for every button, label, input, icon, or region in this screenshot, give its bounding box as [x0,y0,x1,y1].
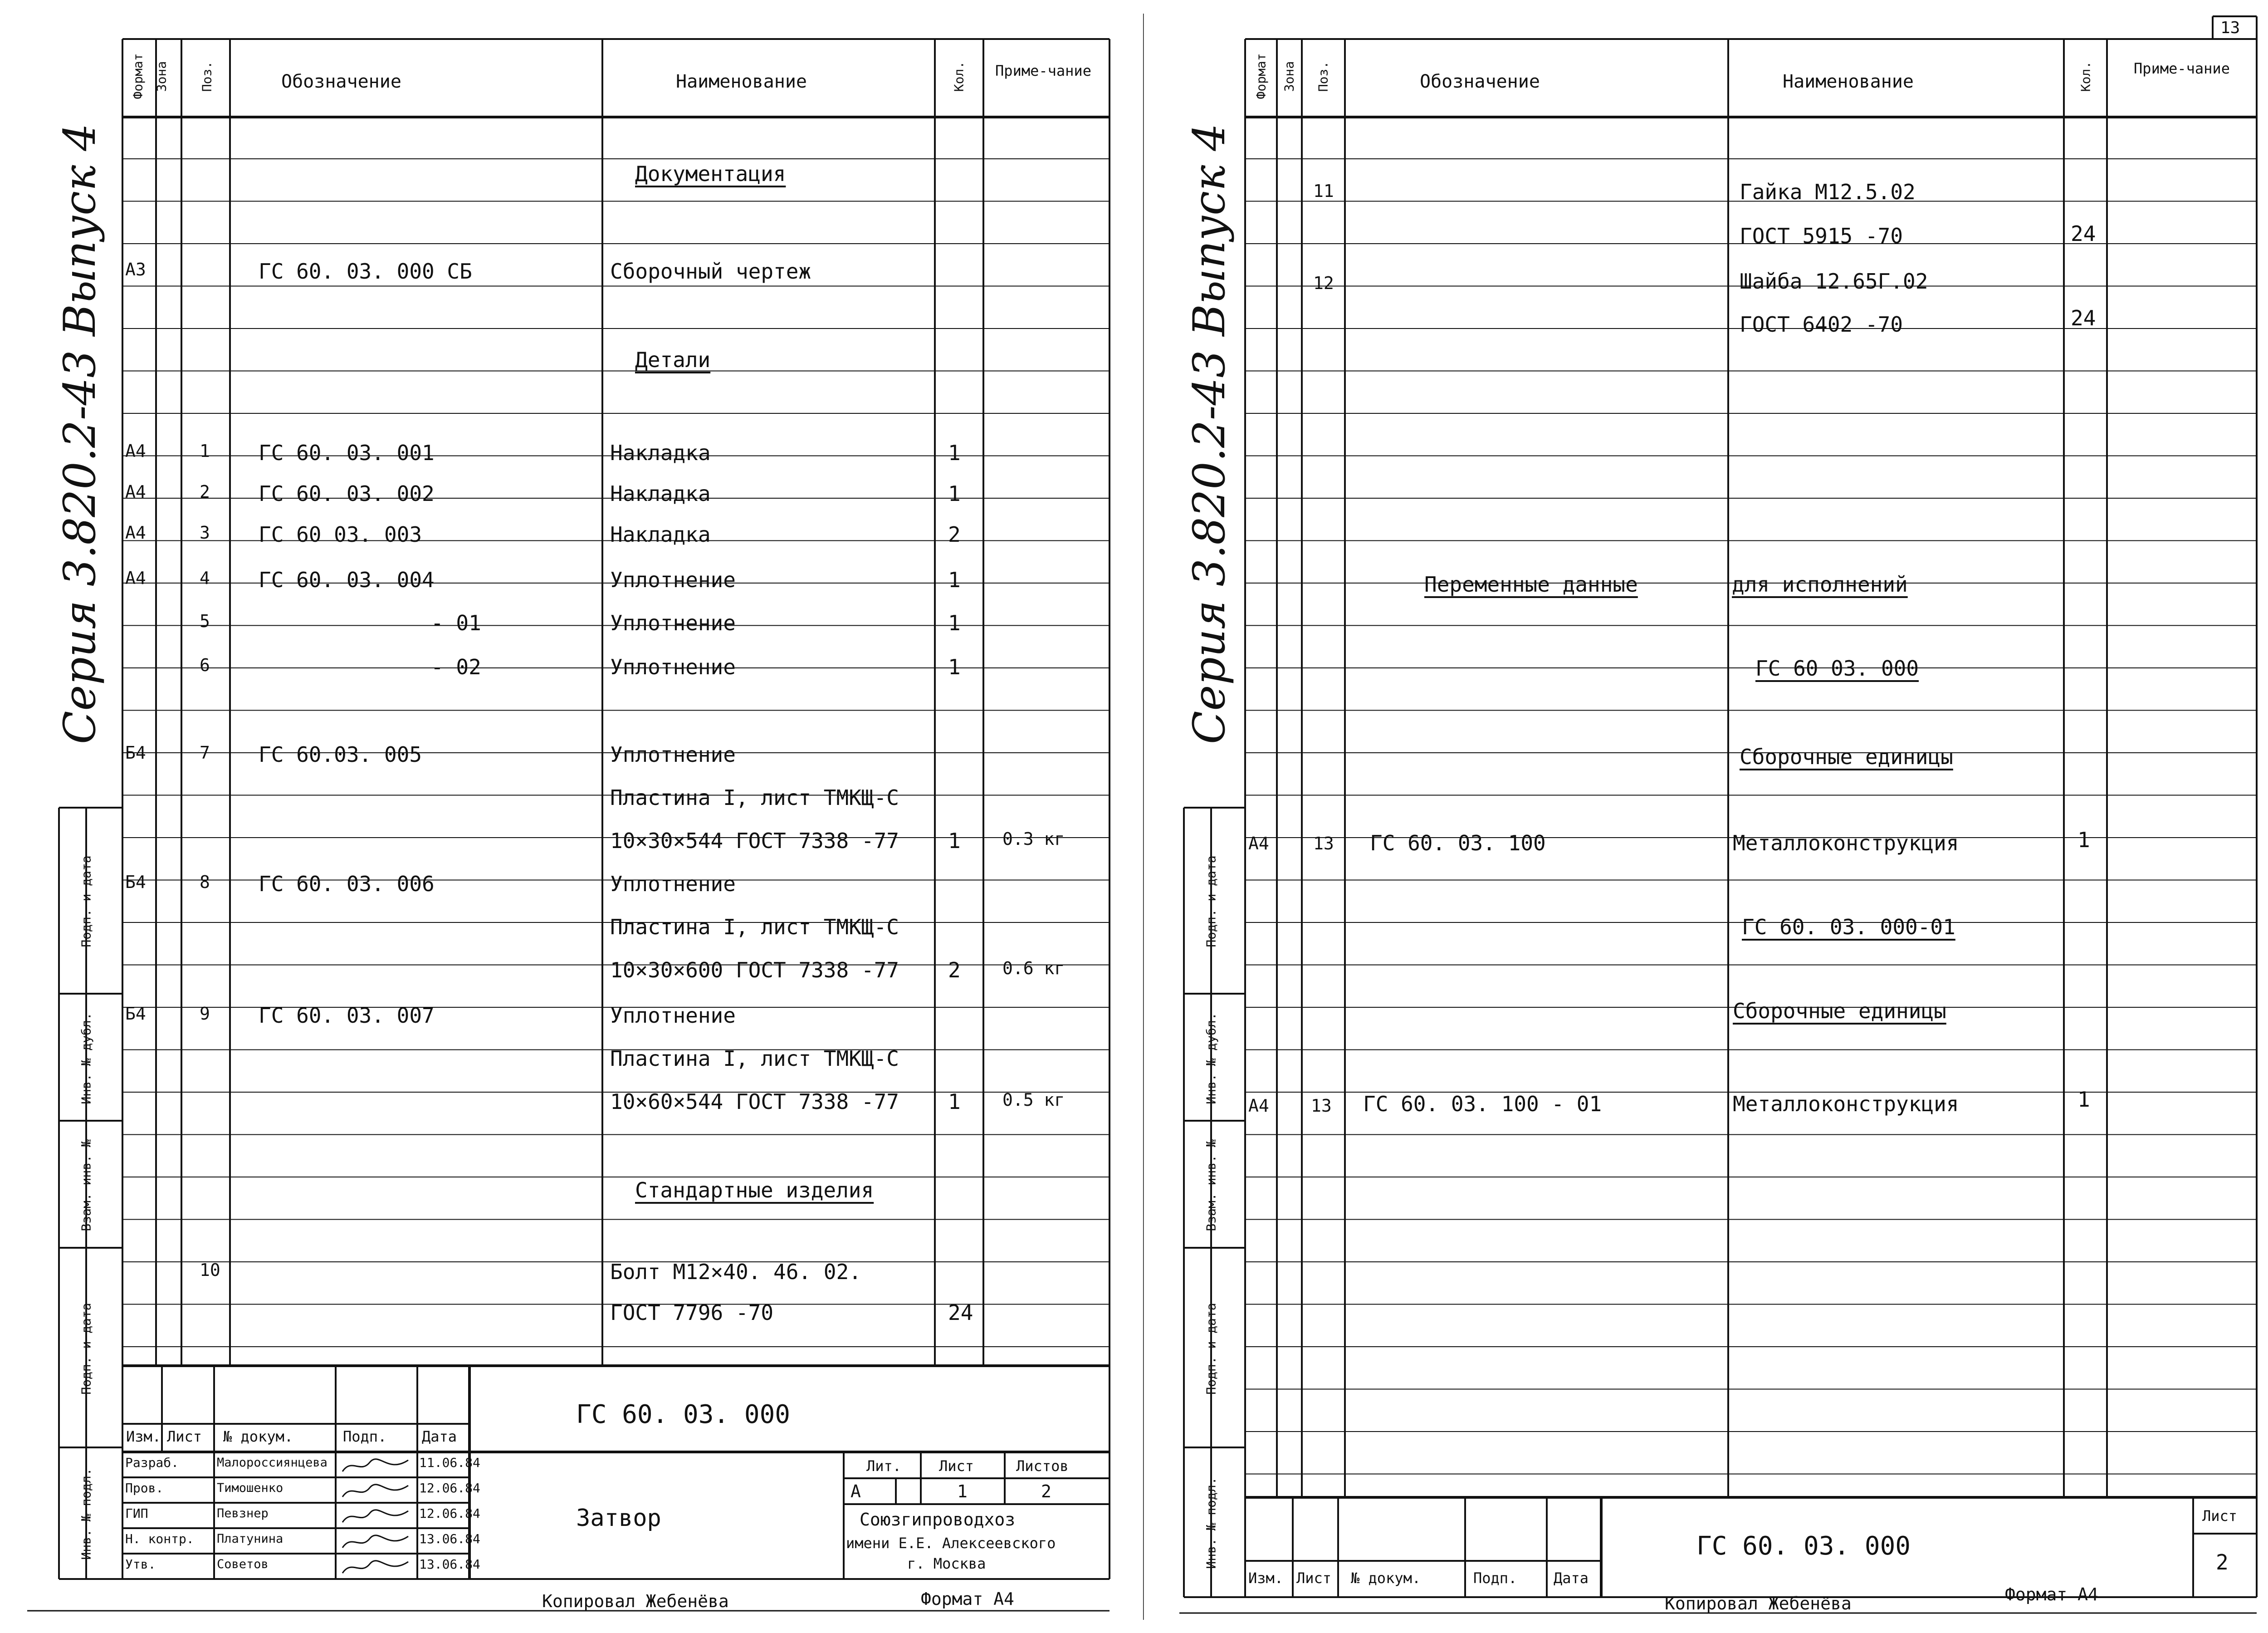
right-format-label: Формат А4 [2005,1584,2098,1604]
row-pos: 8 [200,872,210,892]
signer-role: Утв. [125,1557,156,1572]
signer-date: 13.06.84 [419,1531,480,1546]
variable-data-right: для исполнений [1732,572,1908,597]
row-designation: ГС 60 03. 003 [259,522,422,547]
row-format: А4 [125,482,146,502]
row-name: Уплотнение [610,611,736,635]
r-header-format: Формат [1253,53,1269,99]
r-stamp-sign-date-2: Подп. и дата [1203,1303,1219,1395]
signer-date: 12.06.84 [419,1481,480,1496]
signature-mark [340,1481,413,1505]
row-pos: 2 [200,482,210,502]
header-name: Наименование [676,71,807,92]
r-stamp-inv-dubl: Инв. № дубл. [1203,1012,1219,1104]
r-tb-col-date: Дата [1554,1569,1589,1587]
row-qty: 2 [948,522,961,547]
org-line-2: имени Е.Е. Алексеевского [846,1535,1056,1552]
row-format: Б4 [125,872,146,892]
row-qty: 1 [948,655,961,679]
signature-mark [340,1557,413,1582]
row-designation: - 02 [431,655,481,679]
tb-col-date: Дата [422,1428,457,1445]
row-name: Пластина I, лист ТМКЩ-С [610,785,899,810]
row-name: 10×60×544 ГОСТ 7338 -77 [610,1089,899,1114]
row-qty: 1 [948,481,961,506]
row-name: Накладка [610,441,711,465]
row-name: Накладка [610,481,711,506]
row-format: А4 [125,523,146,543]
row-name: Уплотнение [610,872,736,896]
row-name: Уплотнение [610,568,736,592]
signer-role: Разраб. [125,1455,179,1470]
left-format-label: Формат А4 [921,1589,1014,1609]
row-pos: 10 [200,1260,220,1280]
row-designation: ГС 60. 03. 001 [259,441,435,465]
signature-mark [340,1532,413,1556]
row-format: А4 [125,441,146,461]
row-name: Пластина I, лист ТМКЩ-С [610,915,899,939]
tb-col-sign: Подп. [343,1428,387,1445]
signer-role: Пров. [125,1481,164,1496]
org-line-3: г. Москва [907,1555,986,1572]
row-pos: 3 [200,523,210,543]
row-qty: 24 [948,1300,973,1325]
r-tb-col-list: Лист [1296,1569,1332,1587]
signature-mark [340,1506,413,1531]
variable-data-left: Переменные данные [1424,572,1638,597]
row-name: 10×30×544 ГОСТ 7338 -77 [610,829,899,853]
stamp-inv-podl: Инв. № подл. [78,1468,94,1560]
assembly-units-2: Сборочные единицы [1733,999,1946,1023]
tb-col-izm: Изм. [126,1428,161,1445]
r-desig-13: ГС 60. 03. 100 [1370,831,1546,855]
row-name: Стандартные изделия [635,1178,874,1202]
row-name: Детали [635,348,711,372]
row-format: Б4 [125,743,146,763]
row-note: 0.6 кг [1002,958,1065,978]
row-name: ГОСТ 7796 -70 [610,1300,774,1325]
r-tb-col-izm: Изм. [1248,1569,1284,1587]
series-label-left: Серия 3.820.2-43 Выпуск 4 [54,123,105,744]
r-tb-col-sign: Подп. [1473,1569,1517,1587]
r-name-11: Гайка М12.5.02 [1740,180,1916,204]
header-qty: Кол. [951,61,967,92]
r-stamp-inv-podl: Инв. № подл. [1203,1477,1219,1569]
r-name-12: Шайба 12.65Г.02 [1740,269,1928,294]
row-name: Накладка [610,522,711,547]
row-format: А3 [125,260,146,280]
signer-date: 13.06.84 [419,1557,480,1572]
right-sheet-grid [1143,0,2268,1633]
r-desig-13b: ГС 60. 03. 100 - 01 [1363,1092,1602,1116]
sheets-value: 2 [1041,1481,1051,1501]
row-designation: ГС 60. 03. 004 [259,568,435,592]
tb-col-doc: № докум. [223,1428,293,1445]
row-note: 0.5 кг [1002,1090,1065,1110]
row-qty: 1 [948,829,961,853]
row-qty: 2 [948,958,961,982]
row-designation: ГС 60. 03. 002 [259,481,435,506]
r-qty-13b: 1 [2077,1087,2090,1112]
row-format: Б4 [125,1004,146,1024]
r-name-11b: ГОСТ 5915 -70 [1740,224,1903,248]
org-line-1: Союзгипроводхоз [860,1510,1016,1530]
variant2-code: ГС 60. 03. 000-01 [1742,915,1955,939]
signature-mark [340,1456,413,1480]
row-pos: 7 [200,743,210,763]
signer-date: 11.06.84 [419,1455,480,1470]
row-name: Уплотнение [610,655,736,679]
row-designation: ГС 60. 03. 006 [259,872,435,896]
r-name-13b: Металлоконструкция [1733,1092,1959,1116]
lit-value: А [850,1481,861,1501]
r-tb-col-doc: № докум. [1351,1569,1421,1587]
header-note: Приме-чание [995,62,1091,79]
row-qty: 1 [948,568,961,592]
r-pos-11: 11 [1313,181,1334,201]
left-doc-code: ГС 60. 03. 000 [576,1400,791,1429]
assembly-units-1: Сборочные единицы [1740,745,1953,769]
r-pos-12: 12 [1313,273,1334,293]
lit-label: Лит. [866,1457,902,1475]
r-sheet-value: 2 [2216,1550,2229,1574]
row-name: Сборочный чертеж [610,259,811,284]
row-format: А4 [125,568,146,588]
row-pos: 5 [200,611,210,631]
sheet-label: Лист [939,1457,974,1475]
r-header-designation: Обозначение [1420,71,1540,92]
row-name: Пластина I, лист ТМКЩ-С [610,1046,899,1071]
row-pos: 1 [200,441,210,461]
stamp-vzam-inv: Взам. инв. № [78,1139,94,1231]
r-pos-13b: 13 [1311,1096,1332,1116]
signer-name: Платунина [217,1532,284,1546]
header-zone: Зона [154,61,169,92]
r-format-13b: А4 [1248,1096,1269,1116]
row-name: Уплотнение [610,742,736,767]
row-name: Болт М12×40. 46. 02. [610,1260,861,1284]
signer-name: Советов [217,1557,269,1571]
row-pos: 6 [200,655,210,675]
tb-col-list: Лист [167,1428,202,1445]
row-designation: - 01 [431,611,481,635]
r-header-qty: Кол. [2078,61,2093,92]
sheet-value: 1 [957,1481,968,1501]
row-pos: 9 [200,1004,210,1024]
right-copied-by: Копировал Жебенёва [1665,1594,1852,1613]
r-qty-13: 1 [2077,828,2090,852]
stamp-sign-date-1: Подп. и дата [78,855,94,947]
r-stamp-vzam-inv: Взам. инв. № [1203,1139,1219,1231]
row-name: Документация [635,162,786,186]
r-sheet-label: Лист [2202,1507,2238,1525]
signer-name: Певзнер [217,1506,269,1520]
row-qty: 1 [948,1089,961,1114]
r-header-pos: Поз. [1315,61,1331,92]
header-designation: Обозначение [281,71,401,92]
r-name-13: Металлоконструкция [1733,831,1959,855]
r-header-name: Наименование [1783,71,1914,92]
right-doc-code: ГС 60. 03. 000 [1696,1531,1911,1561]
header-format: Формат [130,53,146,99]
signer-role: Н. контр. [125,1531,194,1546]
r-header-note: Приме-чание [2134,60,2230,77]
stamp-sign-date-2: Подп. и дата [78,1303,94,1395]
r-qty-12: 24 [2071,306,2096,330]
sheets-label: Листов [1016,1457,1069,1475]
signer-name: Тимошенко [217,1481,284,1495]
row-qty: 1 [948,611,961,635]
row-pos: 4 [200,568,210,588]
signer-date: 12.06.84 [419,1506,480,1521]
r-header-zone: Зона [1281,61,1297,92]
page-number: 13 [2220,19,2240,37]
variant1-code: ГС 60 03. 000 [1755,656,1919,681]
row-note: 0.3 кг [1002,829,1065,849]
r-format-13: А4 [1248,834,1269,853]
r-stamp-sign-date-1: Подп. и дата [1203,855,1219,947]
left-copied-by: Копировал Жебенёва [542,1591,729,1611]
row-name: Уплотнение [610,1003,736,1028]
item-name: Затвор [576,1505,661,1532]
row-designation: ГС 60.03. 005 [259,742,422,767]
row-designation: ГС 60. 03. 000 СБ [259,259,472,284]
row-name: 10×30×600 ГОСТ 7338 -77 [610,958,899,982]
row-qty: 1 [948,441,961,465]
r-name-12b: ГОСТ 6402 -70 [1740,312,1903,337]
r-pos-13: 13 [1313,834,1334,853]
signer-role: ГИП [125,1506,148,1521]
series-label-right: Серия 3.820.2-43 Выпуск 4 [1184,123,1235,744]
stamp-inv-dubl: Инв. № дубл. [78,1012,94,1104]
r-qty-11: 24 [2071,221,2096,246]
signer-name: Малороссиянцева [217,1456,327,1470]
row-designation: ГС 60. 03. 007 [259,1003,435,1028]
header-pos: Поз. [199,61,215,92]
